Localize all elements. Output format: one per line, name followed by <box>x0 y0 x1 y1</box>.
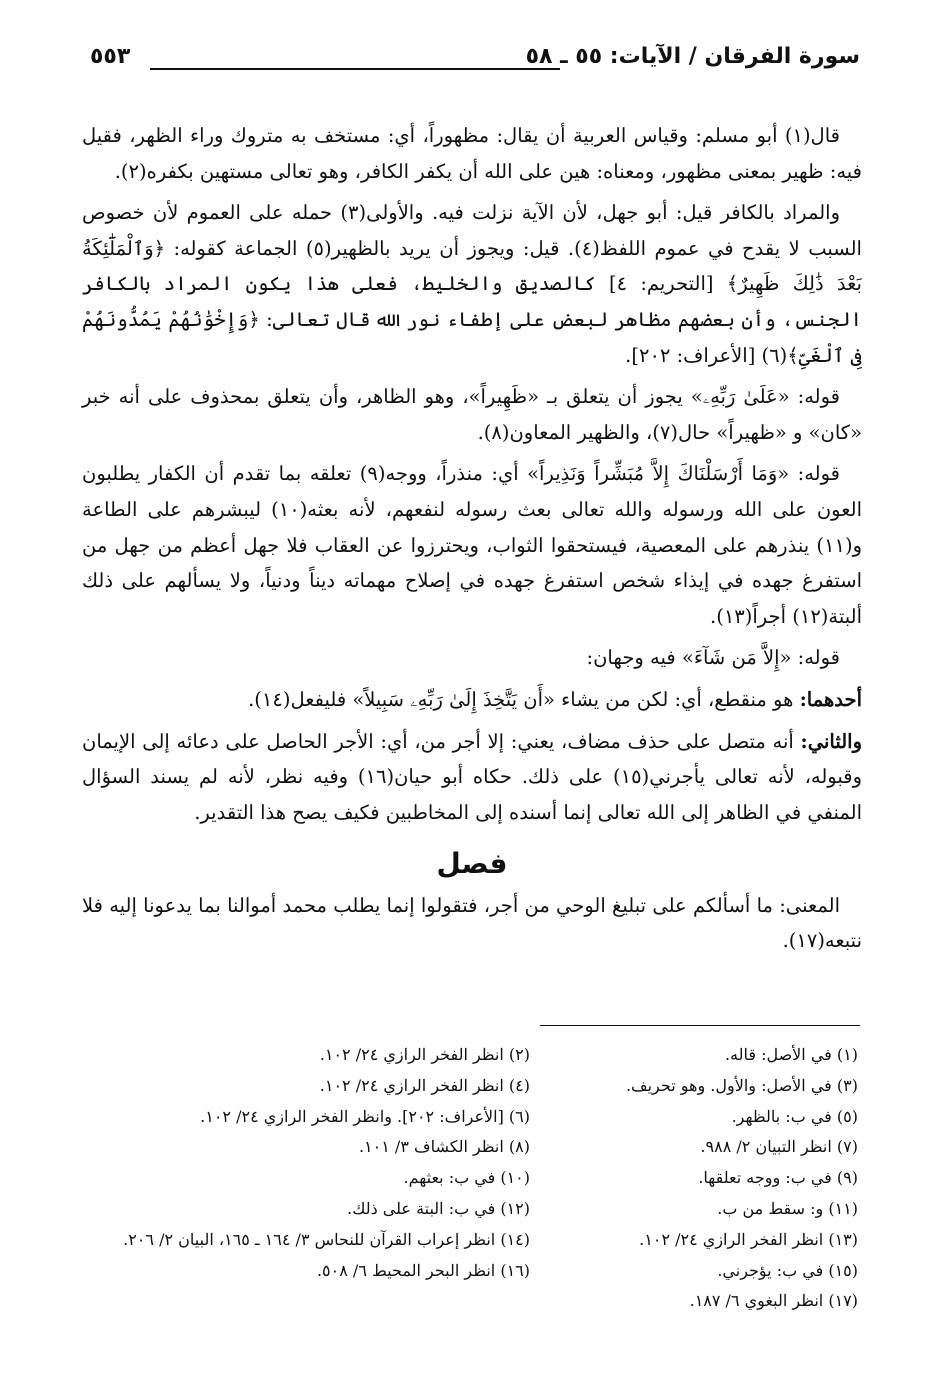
paragraph-5: قوله: «إِلاَّ مَن شَآءَ» فيه وجهان: <box>586 646 840 670</box>
footnote: (٥) في ب: بالظهر. <box>731 1106 858 1126</box>
footnote: (٢) انظر الفخر الرازي ٢٤/ ١٠٢. <box>319 1045 530 1064</box>
footnotes-left-column <box>80 1040 530 1286</box>
main-text <box>82 118 862 965</box>
paragraph-3: قوله: «عَلَىٰ رَبِّهِۦ» يجوز أن يتعلق بـ «ظَهِيراً»، وهو الظاهر، وأن يتعلق بمحذوف على أنه خبر «كان» و «ظهيراً» حال(٧)، والظهير المعاون(٨). <box>82 385 862 444</box>
running-title: سورة الفرقان / الآيات: ٥٥ ـ ٥٨ <box>525 44 860 69</box>
section-heading: فصل <box>436 847 508 881</box>
footnote: (١٧) انظر البغوي ٦/ ١٨٧. <box>689 1291 858 1311</box>
footnote: (٣) في الأصل: والأول. وهو تحريف. <box>625 1075 858 1095</box>
footnote: (٤) انظر الفخر الرازي ٢٤/ ١٠٢. <box>319 1075 530 1095</box>
page-number: ٥٥٣ <box>90 44 131 69</box>
footnote: (١١) و: سقط من ب. <box>717 1198 858 1218</box>
second-view <box>82 724 862 831</box>
footnote: (١٦) انظر البحر المحيط ٦/ ٥٠٨. <box>316 1260 530 1280</box>
footnote-rule <box>540 1025 860 1026</box>
second-view-text: أنه متصل على حذف مضاف، يعني: إلا أجر من، أي: الأجر الحاصل على دعائه إلى الإيمان وقبوله، لأنه تعالى يأجرني(١٥) على ذلك. حكاه أبو حيان(١٦) وفيه نظر، لأنه لم يسند السؤال المنفي في الظاهر إلى الله تعالى إنما أسنده إلى المخاطبين فكيف يصح هذا التقدير. <box>82 729 862 824</box>
footnote: (١٠) في ب: بعثهم. <box>403 1168 530 1188</box>
footnote: (٦) [الأعراف: ٢٠٢]. وانظر الفخر الرازي ٢٤/ ١٠٢. <box>200 1106 530 1126</box>
paragraph-2: والمراد بالكافر قيل: أبو جهل، لأن الآية نزلت فيه. والأولى(٣) حمله على العموم لأن خصوص السبب لا يقدح في عموم اللفظ(٤). قيل: ويجوز أن يريد بالظهير(٥) الجماعة كقوله: ﴿وَٱلْمَلَٰٓئِكَةُ بَعْدَ ذَٰلِكَ ظَهِيرٌ﴾ [التحريم: ٤] كالصديق والخليط، فعلى هذا يكون المراد بالكافر الجنس، وأن بعضهم مظاهر لبعض على إطفاء نور الله قال تعالى: ﴿وَإِخْوَٰنُهُمْ يَمُدُّونَهُمْ فِى ٱلْغَىِّ﴾(٦) [الأعراف: ٢٠٢]. <box>82 201 862 367</box>
paragraph-1: قال(١) أبو مسلم: وقياس العربية أن يقال: مظهوراً، أي: مستخف به متروك وراء الظهر، فقيل فيه: ظهير بمعنى مظهور، ومعناه: هين على الله أن يكفر الكافر، وهو تعالى مستهين بكفره(٢). <box>82 124 862 183</box>
paragraph-4: قوله: «وَمَا أَرْسَلْنَاكَ إِلاَّ مُبَشِّراً وَنَذِيراً» أي: منذراً، ووجه(٩) تعلقه بما تقدم أن الكفار يطلبون العون على الله ورسوله والله تعالى بعث رسوله لنفعهم، لأنه بعثه(١٠) ليبشرهم على الطاعة و(١١) ينذرهم على المعصية، فيستحقوا الثواب، ويحترزوا عن العقاب فلا جهل أعظم من جهل من استفرغ جهده في إيذاء شخص استفرغ جهده في إصلاح مهماته ديناً ودنياً، ولا يسألهم على ذلك ألبتة(١٢) أجراً(١٣). <box>82 462 862 628</box>
first-view <box>82 682 862 718</box>
footnote: (١٢) في ب: البتة على ذلك. <box>347 1198 530 1218</box>
footnotes-right-column <box>548 1040 858 1317</box>
footnote: (١٥) في ب: يؤجرني. <box>717 1260 858 1280</box>
final-paragraph: المعنى: ما أسألكم على تبليغ الوحي من أجر، فتقولوا إنما يطلب محمد أموالنا بما يدعونا إليه فلا نتبعه(١٧). <box>82 893 862 953</box>
footnote: (١٣) انظر الفخر الرازي ٢٤/ ١٠٢. <box>639 1229 858 1249</box>
first-view-label: أحدهما: <box>799 687 862 711</box>
footnote: (٨) انظر الكشاف ٣/ ١٠١. <box>358 1137 530 1157</box>
footnote: (٩) في ب: ووجه تعلقها. <box>698 1168 858 1188</box>
first-view-text: هو منقطع، أي: لكن من يشاء «أَن يَتَّخِذَ إِلَىٰ رَبِّهِۦ سَبِيلاً» فليفعل(١٤). <box>248 687 794 711</box>
second-view-label: والثاني: <box>800 729 862 753</box>
footnote: (١) في الأصل: قاله. <box>724 1045 858 1064</box>
footnote: (٧) انظر التبيان ٢/ ٩٨٨. <box>700 1137 858 1157</box>
header-rule <box>150 68 560 70</box>
page-header <box>90 44 860 80</box>
footnote: (١٤) انظر إعراب القرآن للنحاس ٣/ ١٦٤ ـ ١٦٥، البيان ٢/ ٢٠٦. <box>123 1229 530 1249</box>
